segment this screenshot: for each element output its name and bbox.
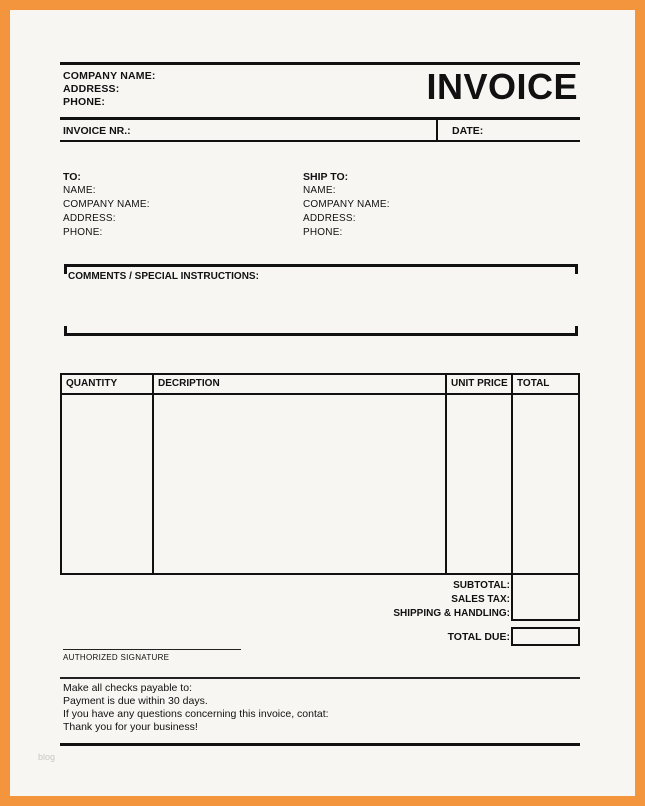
top-rule <box>60 62 580 65</box>
ship-to-address-label: ADDRESS: <box>303 213 356 224</box>
col-header-total: TOTAL <box>517 378 550 389</box>
comments-bottom-bracket <box>64 333 578 336</box>
footer-line-checks: Make all checks payable to: <box>63 682 192 694</box>
ship-to-phone-label: PHONE: <box>303 227 343 238</box>
subtotal-label: SUBTOTAL: <box>453 580 510 591</box>
watermark: blog <box>38 752 56 762</box>
ship-to-block <box>303 170 390 240</box>
bracket-tick <box>575 326 578 336</box>
bill-to-name-label: NAME: <box>63 185 96 196</box>
bill-to-address-label: ADDRESS: <box>63 213 116 224</box>
items-table-header <box>62 375 578 395</box>
bill-to-phone-label: PHONE: <box>63 227 103 238</box>
total-due-label: TOTAL DUE: <box>447 631 510 643</box>
paper <box>10 10 635 796</box>
invoice-content <box>60 58 580 758</box>
company-address-label: ADDRESS: <box>63 83 120 95</box>
items-table <box>60 373 580 575</box>
company-phone-label: PHONE: <box>63 96 106 108</box>
total-column-cell <box>513 395 578 573</box>
bill-to-block <box>63 170 150 240</box>
bill-to-title: TO: <box>63 171 81 183</box>
totals-amounts-box <box>511 573 580 621</box>
invoice-nr-label: INVOICE NR.: <box>60 120 438 140</box>
comments-section <box>64 264 578 336</box>
company-name-label: COMPANY NAME: <box>63 70 156 82</box>
ship-to-title: SHIP TO: <box>303 171 349 183</box>
quantity-column-cell <box>62 395 154 573</box>
sales-tax-label: SALES TAX: <box>451 594 510 605</box>
bracket-tick <box>64 326 67 336</box>
signature-line <box>63 649 241 650</box>
invoice-meta-row <box>60 120 580 142</box>
bracket-tick <box>575 264 578 274</box>
footer-line-questions: If you have any questions concerning this invoice, contat: <box>63 708 329 720</box>
date-label: DATE: <box>452 125 484 137</box>
col-header-unit-price: UNIT PRICE <box>447 375 513 393</box>
items-table-body <box>62 395 578 573</box>
shipping-handling-label: SHIPPING & HANDLING: <box>393 608 510 619</box>
ship-to-company-label: COMPANY NAME: <box>303 199 390 210</box>
description-column-cell <box>154 395 447 573</box>
authorized-signature-label: AUTHORIZED SIGNATURE <box>63 653 170 662</box>
comments-top-bracket <box>64 264 578 267</box>
bracket-tick <box>64 264 67 274</box>
footer-top-rule <box>60 677 580 679</box>
footer-notes <box>63 682 329 734</box>
footer-bottom-rule <box>60 743 580 746</box>
footer-line-thanks: Thank you for your business! <box>63 721 198 733</box>
company-block <box>63 70 156 109</box>
unit-price-column-cell <box>447 395 513 573</box>
bill-to-company-label: COMPANY NAME: <box>63 199 150 210</box>
comments-label: COMMENTS / SPECIAL INSTRUCTIONS: <box>68 271 259 282</box>
col-header-quantity: QUANTITY <box>62 375 154 393</box>
invoice-title: INVOICE <box>426 66 578 107</box>
col-header-description: DECRIPTION <box>154 375 447 393</box>
total-due-box <box>511 627 580 646</box>
ship-to-name-label: NAME: <box>303 185 336 196</box>
footer-line-payment: Payment is due within 30 days. <box>63 695 208 707</box>
